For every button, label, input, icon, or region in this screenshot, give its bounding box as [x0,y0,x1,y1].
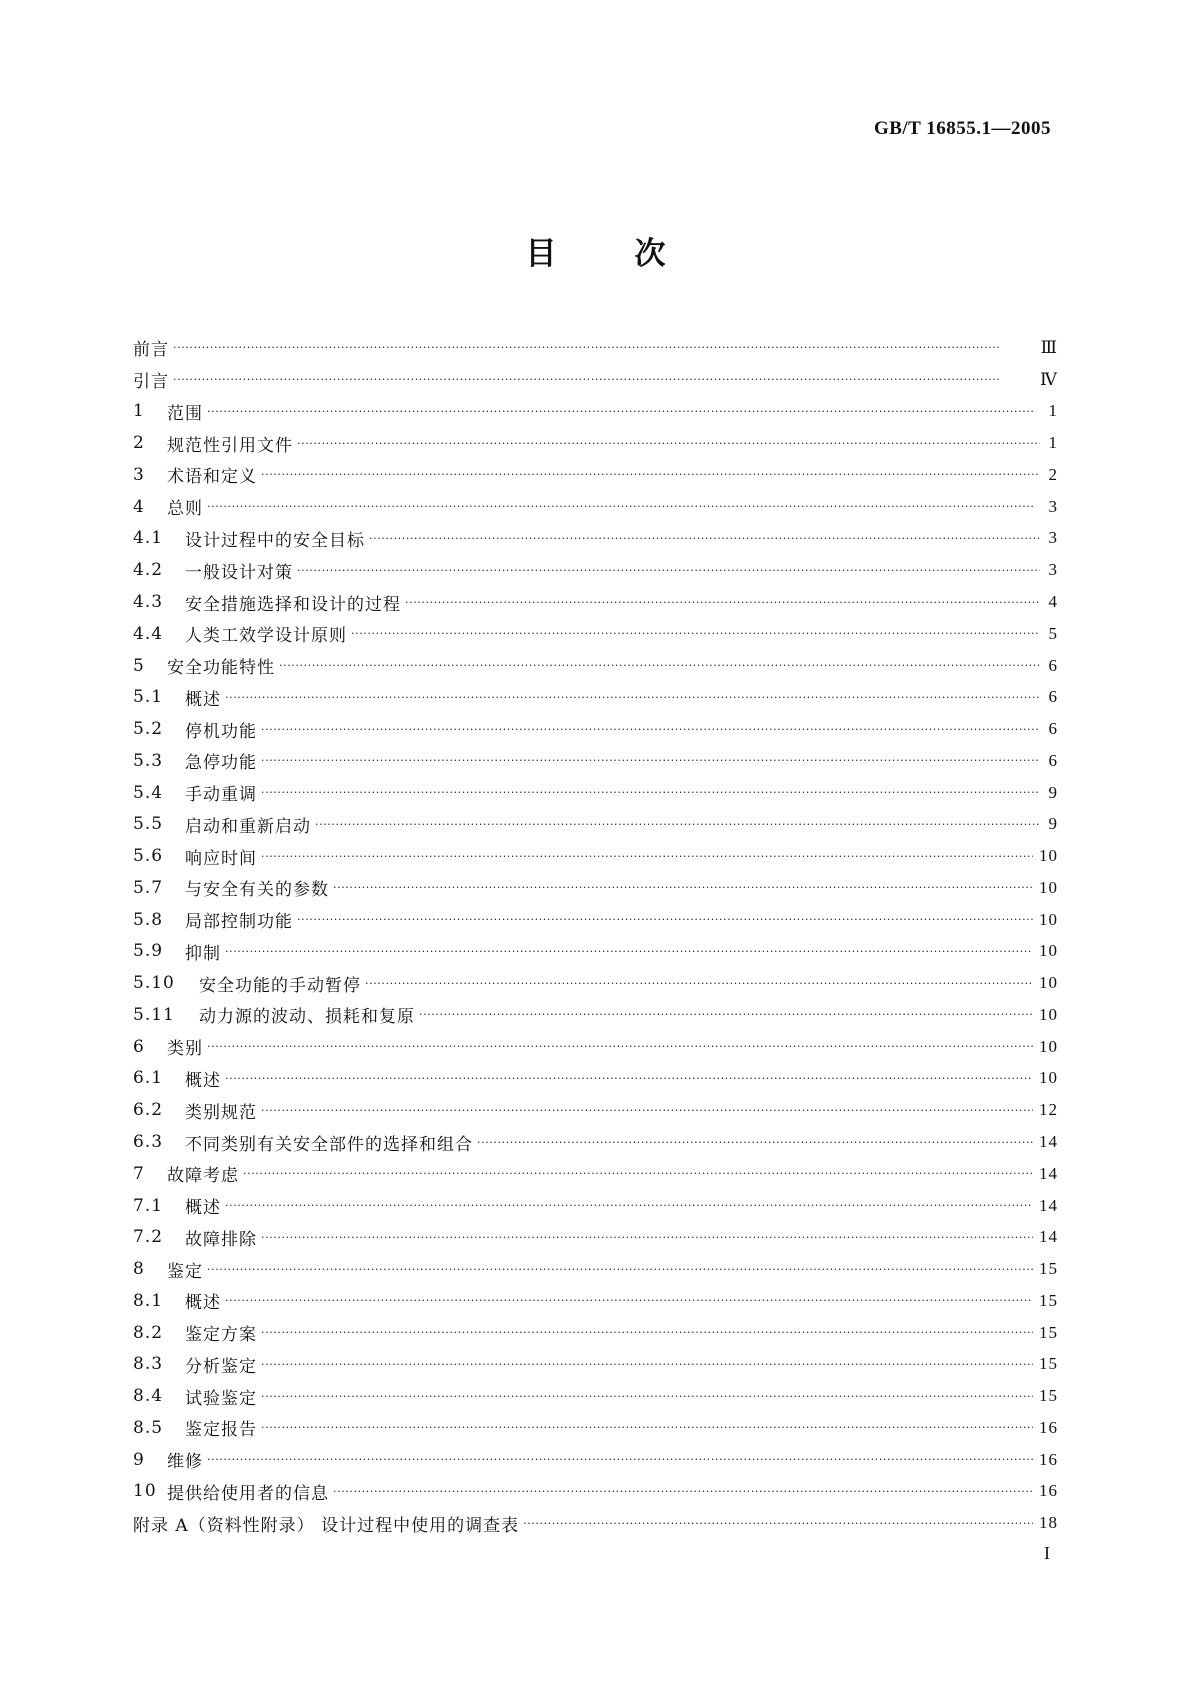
toc-leader-dots [405,596,1040,609]
toc-leader-dots [207,1453,1033,1466]
toc-entry-page: 15 [1039,1259,1058,1279]
toc-entry-label: 安全措施选择和设计的过程 [185,594,401,615]
toc-entry[interactable] [133,904,1058,936]
toc-leader-dots [261,1358,1033,1371]
toc-entry-label: 试验鉴定 [185,1388,257,1409]
toc-entry[interactable] [133,523,1058,555]
toc-entry-number: 6.2 [133,1100,164,1121]
toc-leader-dots [225,945,1033,958]
toc-entry-page: 3 [1048,560,1058,580]
toc-entry-number: 4.2 [133,560,164,581]
toc-entry-label: 范围 [167,403,203,424]
toc-entry-label: 抑制 [185,943,221,964]
toc-entry[interactable] [133,745,1058,777]
toc-entry[interactable] [133,1126,1058,1158]
toc-entry-number: 5.8 [133,909,164,930]
toc-entry-page: 10 [1039,1036,1058,1056]
toc-entry-label: 鉴定方案 [185,1325,257,1346]
toc-entry-label: 人类工效学设计原则 [185,626,347,647]
toc-entry-number: 8.3 [133,1354,164,1375]
toc-entry-page: Ⅳ [1040,369,1058,389]
toc-entry-number: 8 [133,1259,145,1280]
toc-leader-dots [261,1390,1033,1403]
toc-entry[interactable] [133,777,1058,809]
toc-entry-number: 4 [133,496,145,517]
toc-entry-page: 14 [1039,1195,1058,1215]
toc-leader-dots [261,1421,1033,1434]
toc-entry-label: 类别 [167,1039,203,1060]
toc-entry-label: 故障排除 [185,1229,257,1250]
toc-entry-label: 前言 [133,340,169,361]
toc-leader-dots [207,500,1040,513]
toc-entry[interactable] [133,364,1058,396]
toc-entry[interactable] [133,1476,1058,1508]
toc-entry[interactable] [133,1094,1058,1126]
toc-leader-dots [297,913,1033,926]
toc-entry-label: 概述 [185,1070,221,1091]
table-of-contents [133,332,1058,1539]
toc-entry-page: 14 [1039,1132,1058,1152]
toc-entry[interactable] [133,459,1058,491]
toc-leader-dots [207,1263,1033,1276]
toc-entry-page: 10 [1039,1068,1058,1088]
toc-entry-label: 响应时间 [185,848,257,869]
toc-entry[interactable] [133,681,1058,713]
toc-leader-dots [261,850,1033,863]
toc-entry-label: 总则 [167,499,203,520]
toc-entry[interactable] [133,1412,1058,1444]
toc-entry[interactable] [133,936,1058,968]
toc-entry-label: 设计过程中的安全目标 [185,530,365,551]
toc-leader-dots [261,723,1040,736]
toc-entry-page: 15 [1039,1322,1058,1342]
standard-code: GB/T 16855.1—2005 [873,118,1051,139]
toc-entry[interactable] [133,554,1058,586]
toc-entry-label: 概述 [185,1198,221,1219]
toc-entry-page: 10 [1039,846,1058,866]
toc-leader-dots [297,564,1040,577]
toc-leader-dots [279,659,1040,672]
toc-entry-page: Ⅲ [1040,337,1058,357]
toc-entry-page: 4 [1048,592,1058,611]
toc-entry-label: 一般设计对策 [185,562,293,583]
toc-entry-number: 5.4 [133,782,164,803]
toc-entry-page: 18 [1039,1513,1058,1533]
toc-entry[interactable] [133,618,1058,650]
toc-entry-number: 7 [133,1163,145,1184]
toc-leader-dots [523,1517,1033,1530]
toc-entry-number: 5.9 [133,941,164,962]
toc-entry-page: 5 [1048,623,1058,643]
toc-leader-dots [261,786,1040,799]
toc-entry-page: 3 [1048,528,1058,548]
toc-entry-label: 维修 [167,1452,203,1473]
toc-entry-label: 安全功能特性 [167,658,275,679]
toc-leader-dots [419,1008,1033,1021]
toc-leader-dots [261,1231,1033,1244]
toc-leader-dots [333,881,1033,894]
toc-entry-number: 10 [133,1481,157,1502]
toc-entry[interactable] [133,1444,1058,1476]
toc-entry-label: 提供给使用者的信息 [167,1483,329,1504]
toc-entry-label: 动力源的波动、损耗和复原 [199,1007,415,1028]
toc-leader-dots [261,1104,1033,1117]
toc-leader-dots [225,1072,1033,1085]
toc-leader-dots [333,1485,1033,1498]
toc-entry-label: 概述 [185,689,221,710]
toc-entry[interactable] [133,1190,1058,1222]
toc-entry-label: 急停功能 [185,753,257,774]
toc-entry-label: 停机功能 [185,721,257,742]
toc-leader-dots [207,1040,1033,1053]
toc-entry-number: 5.7 [133,877,164,898]
toc-entry-number: 7.1 [133,1195,164,1216]
toc-entry-page: 10 [1039,973,1058,993]
toc-leader-dots [477,1136,1033,1149]
toc-entry-number: 5.1 [133,687,164,708]
toc-entry-page: 16 [1039,1417,1058,1437]
toc-entry[interactable] [133,1380,1058,1412]
toc-leader-dots [225,691,1040,704]
toc-entry-number: 4.3 [133,592,164,612]
toc-entry-number: 5.10 [133,973,175,994]
toc-entry-label: 引言 [133,372,169,393]
toc-entry[interactable] [133,1063,1058,1095]
toc-entry-page: 16 [1039,1449,1058,1469]
toc-entry-page: 9 [1048,814,1058,834]
toc-entry-number: 4.4 [133,623,164,644]
toc-leader-dots [351,627,1040,640]
toc-entry-number: 9 [133,1449,145,1470]
toc-entry-page: 10 [1039,1004,1058,1024]
toc-entry-label: 不同类别有关安全部件的选择和组合 [185,1134,473,1155]
toc-entry-page: 2 [1048,464,1058,484]
page-title [0,228,1191,273]
toc-entry[interactable] [133,427,1058,459]
toc-leader-dots [207,405,1040,418]
toc-entry[interactable] [133,1221,1058,1253]
toc-entry[interactable] [133,586,1058,618]
toc-leader-dots [261,1326,1033,1339]
toc-entry[interactable] [133,1285,1058,1317]
toc-entry-page: 15 [1039,1354,1058,1374]
toc-entry-page: 10 [1039,941,1058,961]
toc-entry-number: 1 [133,401,145,422]
toc-entry[interactable] [133,491,1058,523]
toc-entry-number: 4.1 [133,528,164,549]
toc-entry-page: 1 [1048,433,1058,453]
toc-entry-label: 手动重调 [185,785,257,806]
toc-leader-dots [173,341,1035,354]
toc-entry-page: 6 [1048,719,1058,739]
title-char-1: 目 [525,236,557,272]
toc-entry-page: 10 [1039,877,1058,897]
toc-entry-page: 15 [1039,1290,1058,1310]
toc-entry[interactable] [133,1317,1058,1349]
toc-entry[interactable] [133,1253,1058,1285]
toc-entry-page: 9 [1048,782,1058,802]
toc-entry-label: 鉴定 [167,1261,203,1282]
toc-leader-dots [173,373,1034,386]
toc-entry[interactable] [133,1031,1058,1063]
toc-leader-dots [261,754,1040,767]
toc-entry-number: 6.1 [133,1068,164,1089]
toc-entry[interactable] [133,713,1058,745]
toc-entry-label: 故障考虑 [167,1166,239,1187]
toc-entry[interactable] [133,808,1058,840]
toc-entry[interactable] [133,999,1058,1031]
toc-entry[interactable] [133,1158,1058,1190]
toc-leader-dots [297,437,1040,450]
title-char-2: 次 [634,236,666,272]
toc-entry[interactable] [133,1349,1058,1381]
toc-entry[interactable] [133,1507,1058,1539]
toc-entry-number: 2 [133,433,145,454]
toc-entry-page: 12 [1039,1100,1058,1120]
toc-leader-dots [243,1167,1033,1180]
toc-entry-number: 5.5 [133,814,164,835]
toc-entry-number: 6.3 [133,1132,164,1153]
toc-leader-dots [365,977,1033,990]
toc-entry-number: 8.2 [133,1322,164,1343]
toc-entry-label: 概述 [185,1293,221,1314]
toc-entry[interactable] [133,840,1058,872]
toc-entry[interactable] [133,650,1058,682]
toc-entry-page: 14 [1039,1163,1058,1183]
toc-entry-label: 启动和重新启动 [185,816,311,837]
toc-entry-page: 14 [1039,1227,1058,1247]
toc-entry-page: 3 [1048,496,1058,516]
toc-entry-label: 安全功能的手动暂停 [199,975,361,996]
toc-entry-label: 与安全有关的参数 [185,880,329,901]
toc-entry-number: 5.3 [133,750,164,771]
toc-entry-page: 6 [1048,750,1058,770]
toc-entry[interactable] [133,396,1058,428]
toc-entry-number: 5 [133,655,145,676]
toc-entry-number: 3 [133,464,145,485]
toc-entry-page: 6 [1048,687,1058,707]
toc-entry-number: 6 [133,1036,145,1057]
toc-entry-number: 8.5 [133,1417,164,1438]
toc-entry-number: 5.11 [133,1004,175,1025]
toc-leader-dots [225,1294,1033,1307]
toc-entry-label: 类别规范 [185,1102,257,1123]
page-number: I [1044,1543,1050,1563]
toc-leader-dots [369,532,1040,545]
toc-entry-number: 8.1 [133,1290,164,1311]
toc-entry[interactable] [133,332,1058,364]
toc-entry-number: 7.2 [133,1227,164,1248]
toc-leader-dots [315,818,1040,831]
toc-entry-number: 8.4 [133,1386,164,1407]
toc-entry-label: 附录 A（资料性附录） 设计过程中使用的调查表 [133,1515,520,1536]
toc-entry-page: 1 [1048,401,1058,421]
toc-leader-dots [225,1199,1033,1212]
toc-entry-label: 术语和定义 [167,467,257,488]
toc-entry-page: 15 [1039,1386,1058,1406]
toc-entry-page: 16 [1039,1481,1058,1501]
toc-entry-number: 5.2 [133,719,164,740]
toc-entry[interactable] [133,967,1058,999]
toc-entry-label: 分析鉴定 [185,1356,257,1377]
toc-entry-label: 鉴定报告 [185,1420,257,1441]
toc-entry-number: 5.6 [133,846,164,867]
toc-entry[interactable] [133,872,1058,904]
toc-entry-label: 局部控制功能 [185,912,293,933]
toc-entry-page: 10 [1039,909,1058,929]
toc-leader-dots [261,468,1040,481]
toc-entry-page: 6 [1048,655,1058,675]
toc-entry-label: 规范性引用文件 [167,435,293,456]
